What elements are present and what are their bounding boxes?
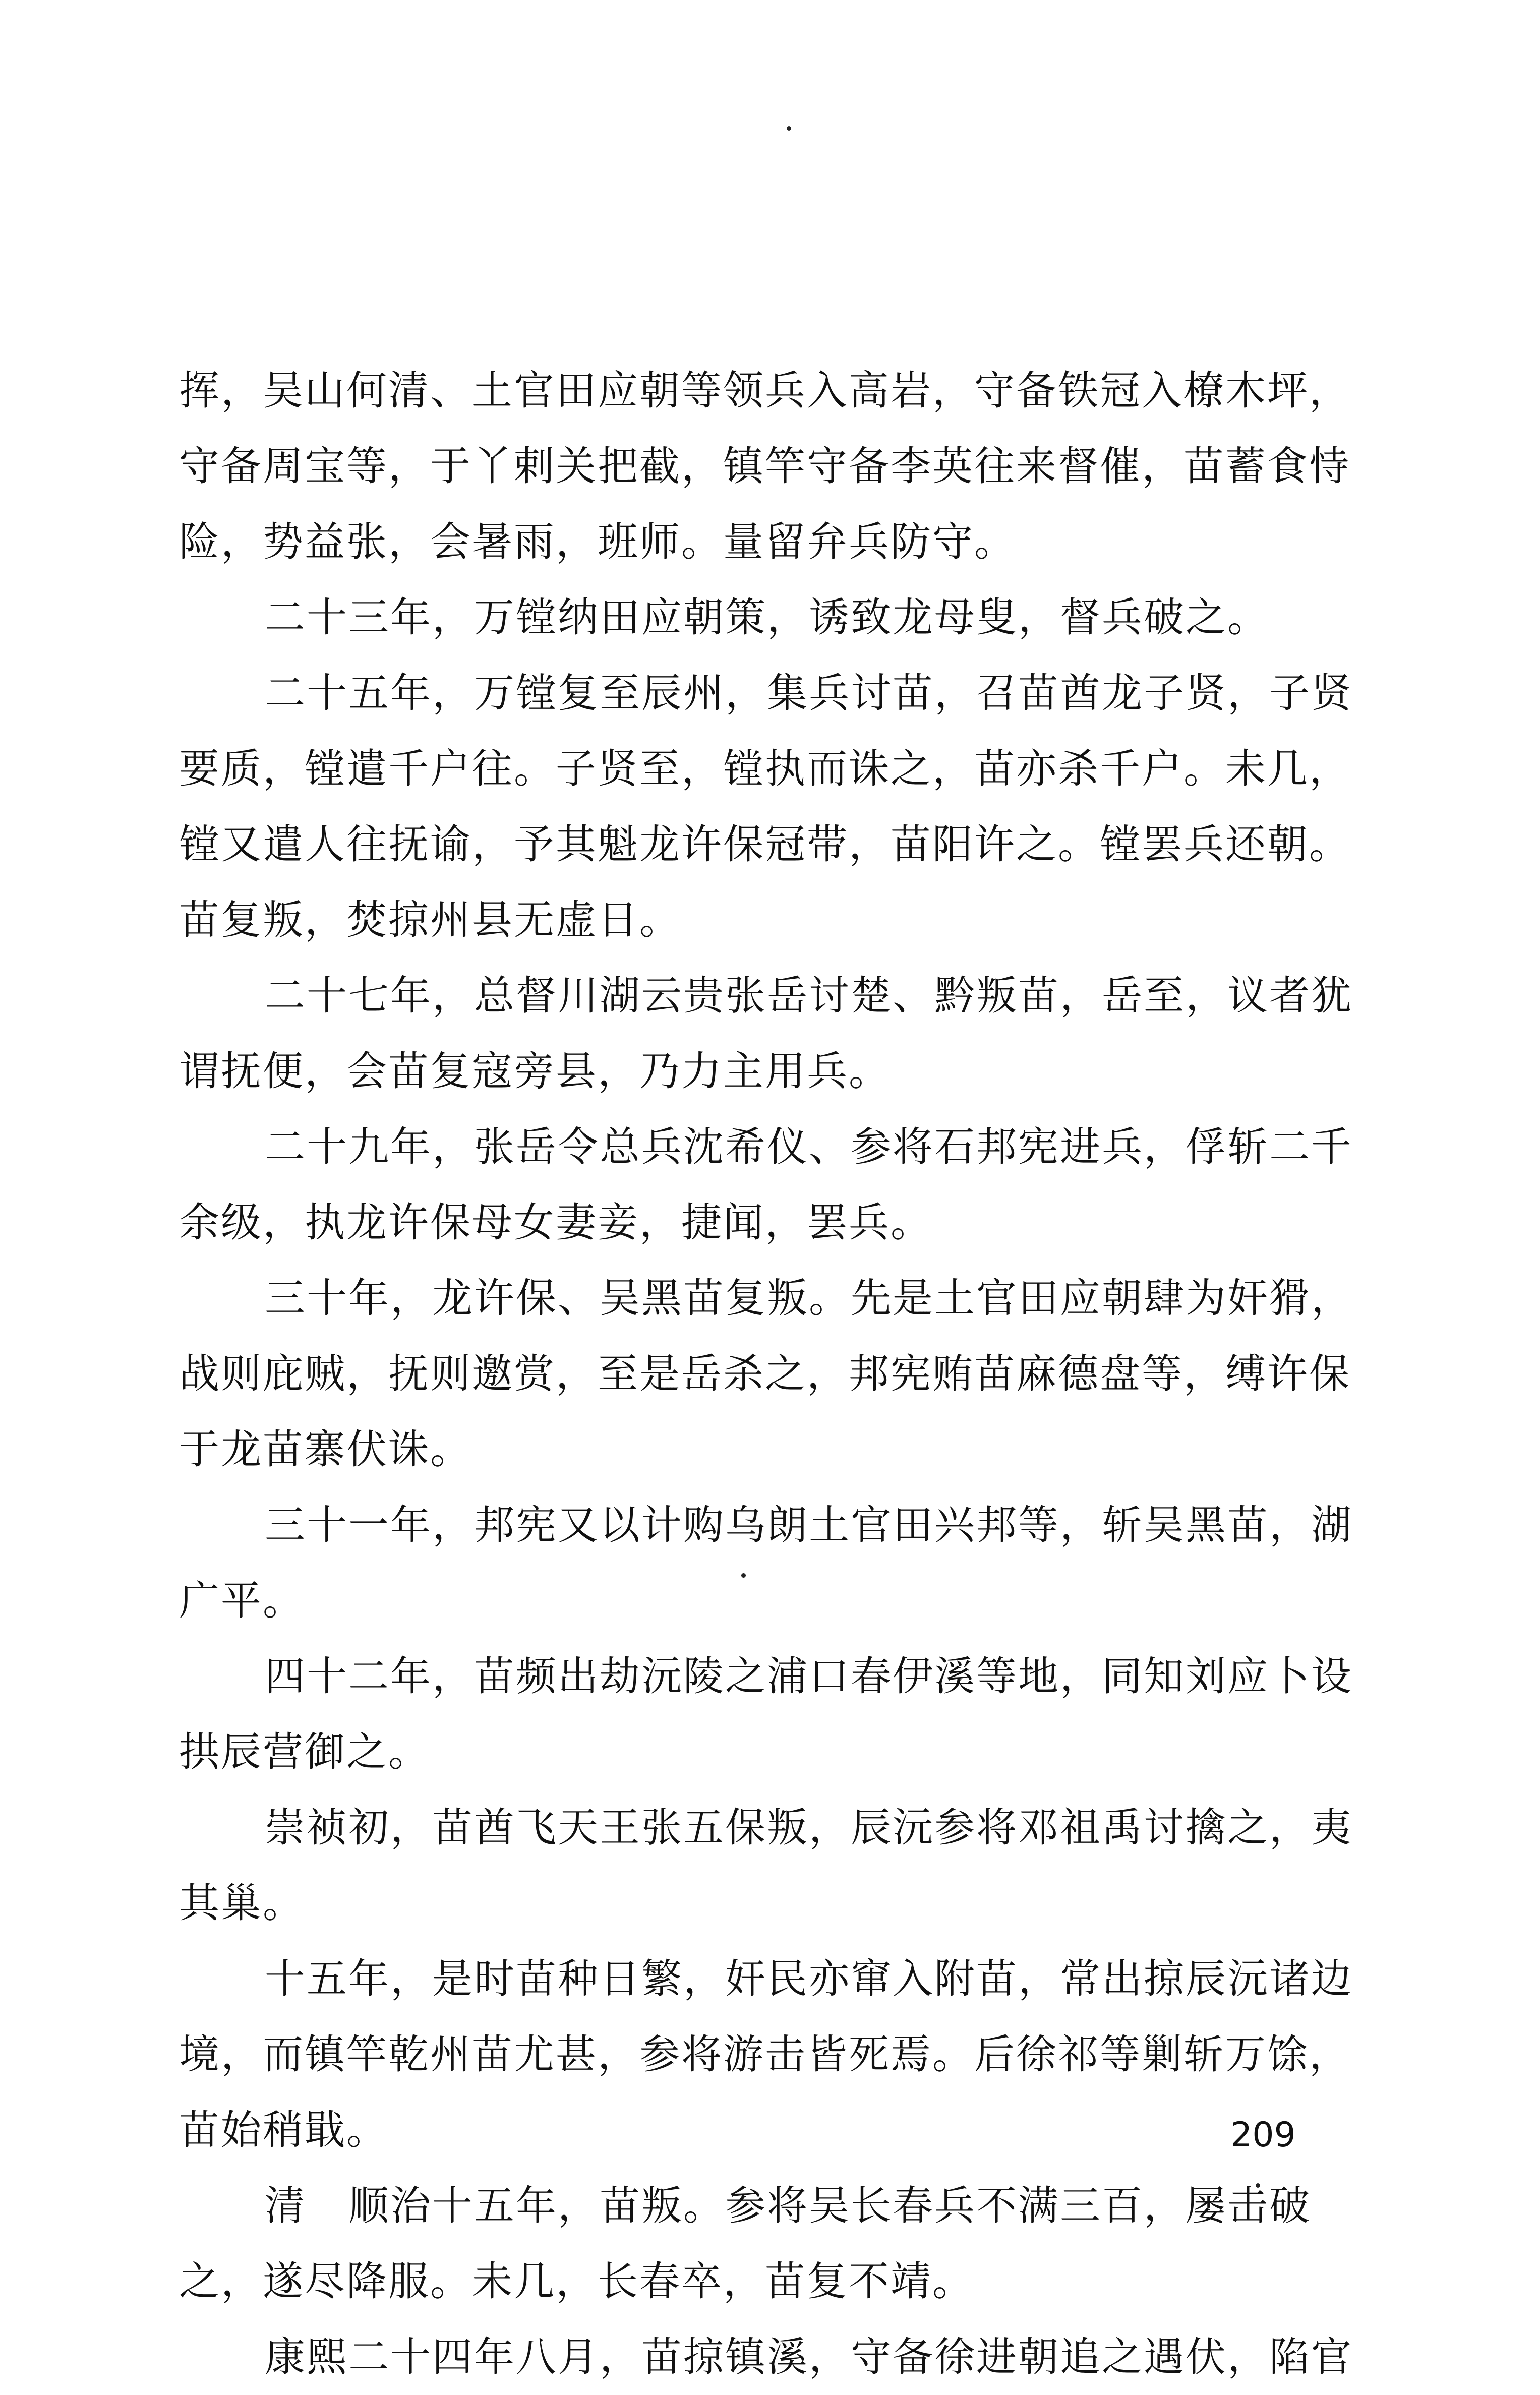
print-speck (787, 126, 791, 131)
text-line: 境，而镇竿乾州苗尤甚，参将游击皆死焉。后徐祁等剿斩万馀， (179, 2031, 1351, 2078)
text-line: 余级，执龙许保母女妻妾，捷闻，罢兵。 (179, 1199, 932, 1246)
text-line: 险，势益张，会暑雨，班师。量留弁兵防守。 (179, 518, 1016, 565)
text-line: 二十七年，总督川湖云贵张岳讨楚、黔叛苗，岳至，议者犹 (265, 972, 1353, 1019)
text-line: 苗复叛，焚掠州县无虚日。 (179, 896, 681, 943)
text-line: 二十五年，万镗复至辰州，集兵讨苗，召苗酋龙子贤，子贤 (265, 670, 1353, 716)
text-line: 清 顺治十五年，苗叛。参将吴长春兵不满三百，屡击破 (265, 2182, 1311, 2229)
text-line: 崇祯初，苗酋飞天王张五保叛，辰沅参将邓祖禹讨擒之，夷 (265, 1804, 1353, 1851)
text-line: 拱辰营御之。 (179, 1728, 430, 1775)
text-line: 镗又遣人往抚谕，予其魁龙许保冠带，苗阳许之。镗罢兵还朝。 (179, 821, 1351, 868)
text-line: 守备周宝等，于丫剌关把截，镇竿守备李英往来督催，苗蓄食恃 (179, 443, 1351, 490)
text-line: 挥，吴山何清、土官田应朝等领兵入高岩，守备铁冠入橑木坪， (179, 367, 1351, 414)
text-line: 十五年，是时苗种日繁，奸民亦窜入附苗，常出掠辰沅诸边 (265, 1955, 1353, 2002)
body-text (179, 353, 1389, 2395)
text-line: 要质，镗遣千户往。子贤至，镗执而诛之，苗亦杀千户。未几， (179, 745, 1351, 792)
text-line: 二十三年，万镗纳田应朝策，诱致龙母叟，督兵破之。 (265, 594, 1269, 641)
page-number: 209 (1230, 2115, 1296, 2155)
text-line: 其巢。 (179, 1880, 305, 1927)
text-line: 之，遂尽降服。未几，长春卒，苗复不靖。 (179, 2258, 974, 2305)
text-line: 谓抚便，会苗复寇旁县，乃力主用兵。 (179, 1048, 891, 1095)
text-line: 于龙苗寨伏诛。 (179, 1426, 472, 1473)
text-line: 苗始稍戢。 (179, 2107, 388, 2153)
text-line: 康熙二十四年八月，苗掠镇溪，守备徐进朝追之遇伏，陷官 (265, 2333, 1353, 2380)
text-line: 广平。 (179, 1577, 305, 1624)
text-line: 三十一年，邦宪又以计购乌朗土官田兴邦等，斩吴黑苗，湖 (265, 1502, 1353, 1548)
text-line: 战则庇贼，抚则邀赏，至是岳杀之，邦宪贿苗麻德盘等，缚许保 (179, 1350, 1351, 1397)
text-line: 二十九年，张岳令总兵沈希仪、参将石邦宪进兵，俘斩二千 (265, 1123, 1353, 1170)
text-line: 四十二年，苗频出劫沅陵之浦口春伊溪等地，同知刘应卜设 (265, 1653, 1353, 1700)
text-line: 三十年，龙许保、吴黑苗复叛。先是土官田应朝肆为奸猾， (265, 1275, 1353, 1322)
